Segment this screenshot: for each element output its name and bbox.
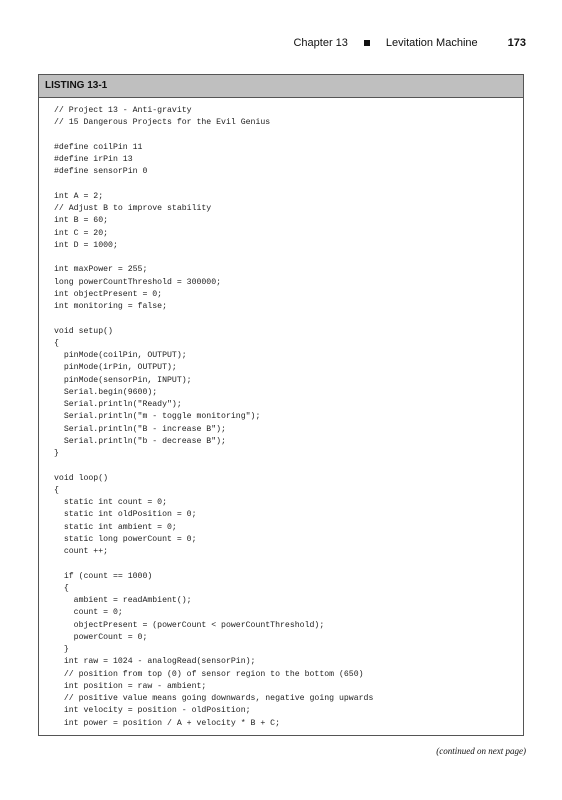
code-line: int C = 20; <box>54 228 109 238</box>
code-line: static int count = 0; <box>54 498 168 507</box>
code-listing <box>38 74 524 736</box>
code-line: Serial.begin(9600); <box>54 387 158 397</box>
code-line: } <box>54 645 69 654</box>
code-line <box>54 460 523 472</box>
code-line: // 15 Dangerous Projects for the Evil Genius <box>54 118 271 128</box>
code-line: int A = 2; <box>54 191 104 201</box>
code-line: int velocity = position - oldPosition; <box>54 706 251 716</box>
code-line: int maxPower = 255; <box>54 265 148 275</box>
code-line: pinMode(irPin, OUTPUT); <box>54 363 177 373</box>
code-line: // positive value means going downwards, negative going upwards <box>54 694 374 703</box>
square-bullet-icon <box>364 40 370 46</box>
code-line: ambient = readAmbient(); <box>54 596 192 605</box>
code-line: void setup() <box>54 326 113 336</box>
code-line: count ++; <box>54 547 109 556</box>
code-line: { <box>54 583 69 593</box>
code-line: // Project 13 - Anti-gravity <box>54 106 192 115</box>
page-number: 173 <box>507 37 526 49</box>
code-line: int objectPresent = 0; <box>54 289 163 299</box>
code-line: int monitoring = false; <box>54 302 168 311</box>
code-line <box>54 252 523 264</box>
continued-note: (continued on next page) <box>436 746 526 756</box>
code-line: Serial.println("B - increase B"); <box>54 424 226 434</box>
code-line: int position = raw - ambient; <box>54 681 207 691</box>
code-line: // position from top (0) of sensor region to the bottom (650) <box>54 669 364 679</box>
code-line: Serial.println("b - decrease B"); <box>54 436 226 446</box>
code-line: long powerCountThreshold = 300000; <box>54 277 222 287</box>
code-line <box>54 179 523 191</box>
code-line: // Adjust B to improve stability <box>54 204 212 213</box>
code-line: int B = 60; <box>54 216 109 226</box>
code-line: int power = position / A + velocity * B + C; <box>54 718 281 728</box>
code-line: pinMode(sensorPin, INPUT); <box>54 375 192 385</box>
code-line: Serial.println("Ready"); <box>54 400 182 409</box>
code-line: pinMode(coilPin, OUTPUT); <box>54 351 187 360</box>
code-line: powerCount = 0; <box>54 632 148 642</box>
code-line: } <box>54 449 59 458</box>
code-line: #define sensorPin 0 <box>54 167 148 177</box>
code-line <box>54 313 523 325</box>
code-line: count = 0; <box>54 608 123 618</box>
code-block <box>39 98 523 730</box>
chapter-label: Chapter 13 <box>293 37 348 49</box>
code-line: static int ambient = 0; <box>54 522 177 532</box>
code-line: static int oldPosition = 0; <box>54 510 197 520</box>
code-line: if (count == 1000) <box>54 571 153 581</box>
code-line: Serial.println("m - toggle monitoring"); <box>54 412 261 422</box>
code-line: #define coilPin 11 <box>54 142 143 152</box>
code-line: objectPresent = (powerCount < powerCountThreshold); <box>54 620 325 630</box>
code-line: #define irPin 13 <box>54 155 133 164</box>
code-line: { <box>54 338 59 348</box>
code-line: int D = 1000; <box>54 240 118 250</box>
code-line <box>54 558 523 570</box>
code-line: { <box>54 485 59 495</box>
code-line: void loop() <box>54 473 109 483</box>
code-line <box>54 130 523 142</box>
listing-label: LISTING 13-1 <box>39 75 523 98</box>
code-line: static long powerCount = 0; <box>54 534 197 544</box>
running-head <box>293 34 526 52</box>
chapter-title: Levitation Machine <box>385 37 478 49</box>
code-line: int raw = 1024 - analogRead(sensorPin); <box>54 657 256 667</box>
